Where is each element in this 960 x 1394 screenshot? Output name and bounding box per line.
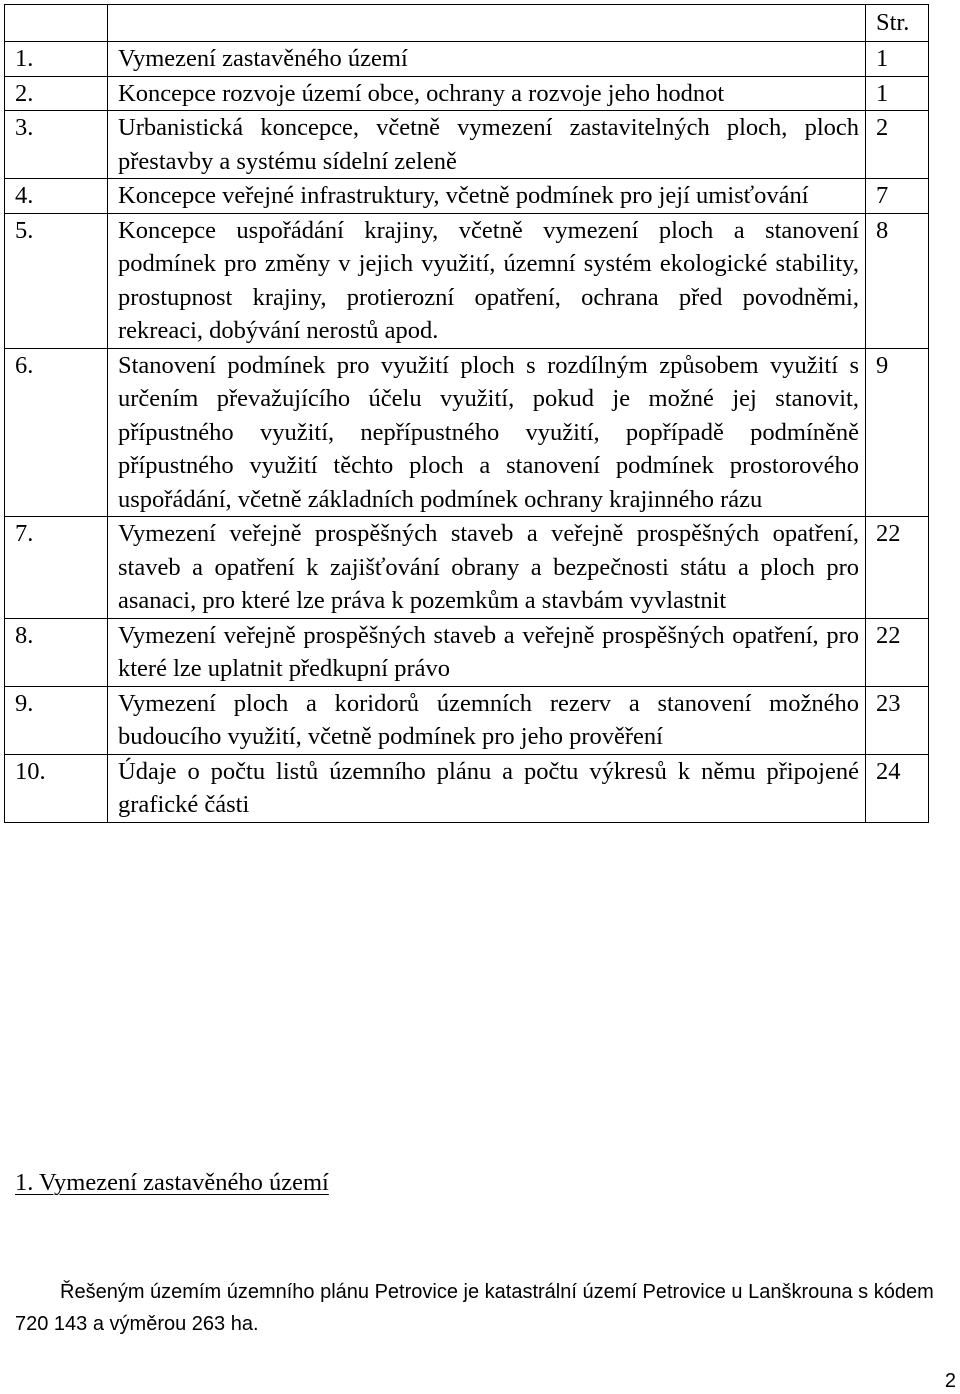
toc-entry-page: 23 <box>866 686 929 754</box>
toc-row <box>5 76 929 111</box>
toc-body <box>5 5 929 823</box>
toc-row <box>5 111 929 179</box>
toc-entry-title: Urbanistická koncepce, včetně vymezení zastavitelných ploch, ploch přestavby a systému sídelní zeleně <box>108 111 866 179</box>
toc-row <box>5 754 929 822</box>
table-of-contents <box>4 4 929 823</box>
toc-row <box>5 618 929 686</box>
toc-entry-number: 3. <box>5 111 108 179</box>
toc-entry-title: Koncepce rozvoje území obce, ochrany a rozvoje jeho hodnot <box>108 76 866 111</box>
toc-entry-title: Vymezení ploch a koridorů územních rezerv a stanovení možného budoucího využití, včetně podmínek pro jeho prověření <box>108 686 866 754</box>
toc-entry-number: 4. <box>5 179 108 214</box>
section-heading: 1. Vymezení zastavěného území <box>15 1169 329 1196</box>
toc-entry-number: 5. <box>5 213 108 348</box>
toc-entry-number: 6. <box>5 348 108 517</box>
toc-entry-title: Stanovení podmínek pro využití ploch s rozdílným způsobem využití s určením převažujícího účelu využití, pokud je možné jej stanovit, přípustného využití, nepřípustného využití, popřípadě podmíněně přípustného využití těchto ploch a stanovení podmínek prostorového uspořádání, včetně základních podmínek ochrany krajinného rázu <box>108 348 866 517</box>
toc-row <box>5 213 929 348</box>
toc-entry-page: 22 <box>866 618 929 686</box>
toc-entry-title: Vymezení zastavěného území <box>108 42 866 77</box>
body-paragraph: Řešeným územím územního plánu Petrovice je katastrální území Petrovice u Lanškrouna s kódem 720 143 a výměrou 263 ha. <box>15 1281 934 1335</box>
toc-entry-title: Vymezení veřejně prospěšných staveb a veřejně prospěšných opatření, pro které lze uplatnit předkupní právo <box>108 618 866 686</box>
toc-entry-title: Vymezení veřejně prospěšných staveb a veřejně prospěšných opatření, staveb a opatření k zajišťování obrany a bezpečnosti státu a ploch pro asanaci, pro které lze práva k pozemkům a stavbám vyvlastnit <box>108 517 866 619</box>
toc-entry-number: 10. <box>5 754 108 822</box>
toc-entry-page: 1 <box>866 76 929 111</box>
toc-row <box>5 686 929 754</box>
toc-entry-page: 1 <box>866 42 929 77</box>
toc-row <box>5 42 929 77</box>
toc-entry-title: Koncepce veřejné infrastruktury, včetně podmínek pro její umisťování <box>108 179 866 214</box>
toc-entry-number: 7. <box>5 517 108 619</box>
toc-entry-page: 9 <box>866 348 929 517</box>
toc-entry-number: 1. <box>5 42 108 77</box>
toc-entry-title: Koncepce uspořádání krajiny, včetně vymezení ploch a stanovení podmínek pro změny v jejich využití, územní systém ekologické stability, prostupnost krajiny, protierozní opatření, ochrana před povodněmi, rekreaci, dobývání nerostů apod. <box>108 213 866 348</box>
toc-entry-title: Údaje o počtu listů územního plánu a počtu výkresů k němu připojené grafické části <box>108 754 866 822</box>
toc-entry-page: 8 <box>866 213 929 348</box>
toc-header-title-cell <box>108 5 866 42</box>
toc-row <box>5 517 929 619</box>
toc-entry-number: 2. <box>5 76 108 111</box>
toc-entry-page: 2 <box>866 111 929 179</box>
toc-entry-page: 7 <box>866 179 929 214</box>
toc-row <box>5 179 929 214</box>
toc-entry-page: 24 <box>866 754 929 822</box>
page-number: 2 <box>944 1370 956 1392</box>
toc-row <box>5 348 929 517</box>
toc-entry-number: 9. <box>5 686 108 754</box>
toc-page-column-label: Str. <box>866 5 929 42</box>
toc-header-num-cell <box>5 5 108 42</box>
toc-entry-page: 22 <box>866 517 929 619</box>
toc-header-row <box>5 5 929 42</box>
toc-entry-number: 8. <box>5 618 108 686</box>
